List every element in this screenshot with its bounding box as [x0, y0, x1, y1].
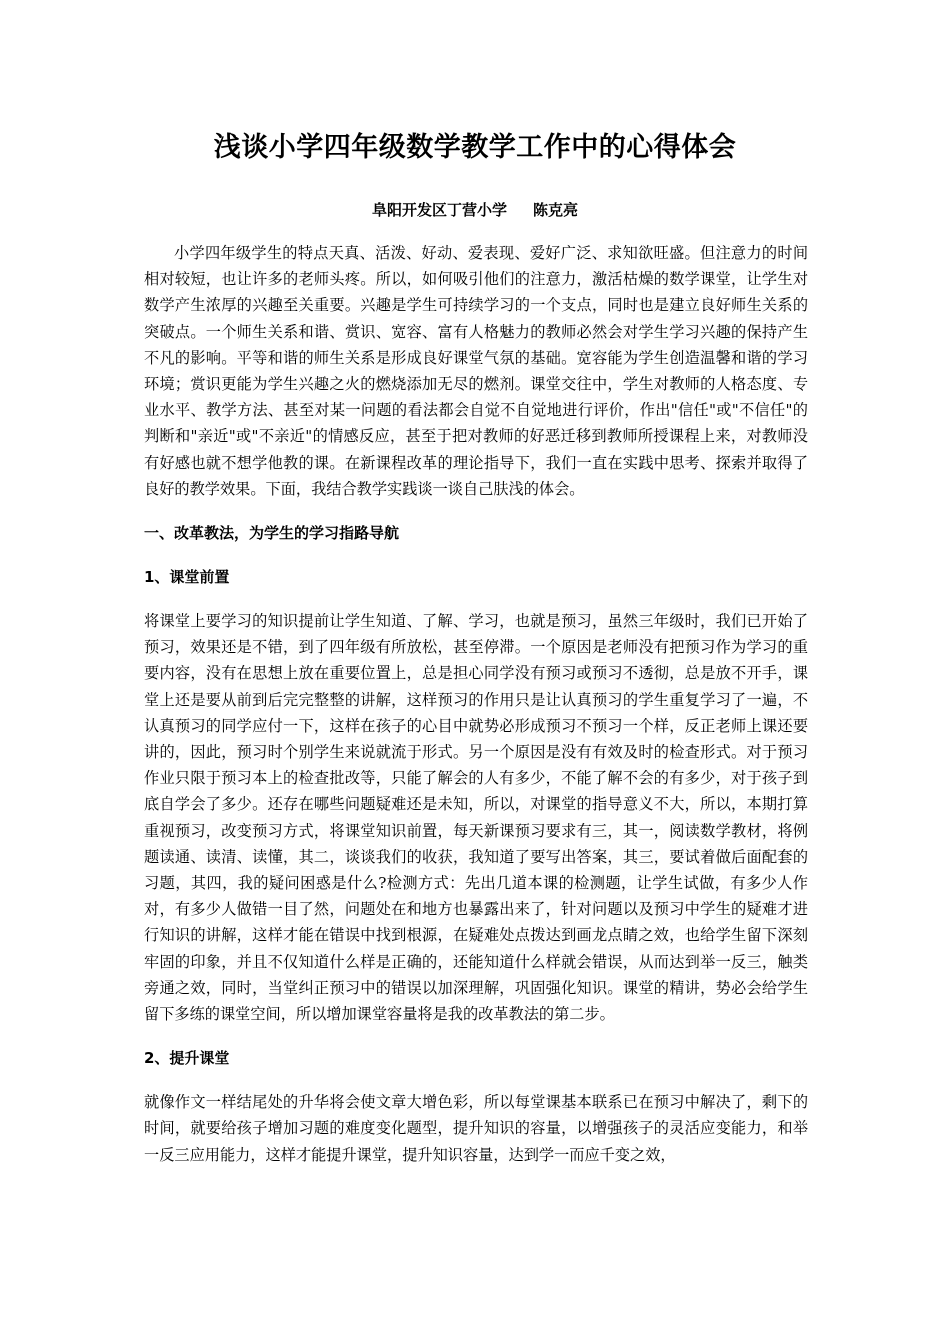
subsection-heading-2: 2、提升课堂	[144, 1049, 230, 1068]
subsection-1-paragraph: 将课堂上要学习的知识提前让学生知道、了解、学习，也就是预习，虽然三年级时，我们已开始了预习，效果还是不错，到了四年级有所放松，甚至停滞。一个原因是老师没有把预习作为学习的重要内容，没有在思想上放在重要位置上，总是担心同学没有预习或预习不透彻，总是放不开手，课堂上还是要从前到后完完整整的讲解，这样预习的作用只是让认真预习的学生重复学习了一遍，不认真预习的同学应付一下，这样在孩子的心目中就势必形成预习不预习一个样，反正老师上课还要讲的，因此，预习时个别学生来说就流于形式。另一个原因是没有有效及时的检查形式。对于预习作业只限于预习本上的检查批改等，只能了解会的人有多少，不能了解不会的有多少，对于孩子到底自学会了多少。还存在哪些问题疑难还是未知，所以，对课堂的指导意义不大，所以，本期打算重视预习，改变预习方式，将课堂知识前置，每天新课预习要求有三，其一，阅读数学教材，将例题读通、读清、读懂，其二，谈谈我们的收获，我知道了要写出答案，其三，要试着做后面配套的习题，其四，我的疑问困惑是什么?检测方式：先出几道本课的检测题，让学生试做，有多少人作对，有多少人做错一目了然，问题处在和地方也暴露出来了，针对问题以及预习中学生的疑难才进行知识的讲解，这样才能在错误中找到根源，在疑难处点拨达到画龙点睛之效，也给学生留下深刻牢固的印象，并且不仅知道什么样是正确的，还能知道什么样就会错误，从而达到举一反三，触类旁通之效，同时，当堂纠正预习中的错误以加深理解，巩固强化知识。课堂的精讲，势必会给学生留下多练的课堂空间，所以增加课堂容量将是我的改革教法的第二步。	[144, 612, 808, 1024]
document-body	[144, 240, 808, 1168]
section-heading-1: 一、改革教法，为学生的学习指路导航	[144, 524, 400, 543]
author-name: 陈克亮	[533, 201, 579, 219]
byline	[0, 198, 950, 222]
subsection-heading-1: 1、课堂前置	[144, 568, 230, 587]
document-title: 浅谈小学四年级数学教学工作中的心得体会	[213, 132, 737, 163]
intro-paragraph: 小学四年级学生的特点天真、活泼、好动、爱表现、爱好广泛、求知欲旺盛。但注意力的时间相对较短，也让许多的老师头疼。所以，如何吸引他们的注意力，激活枯燥的数学课堂，让学生对数学产生浓厚的兴趣至关重要。兴趣是学生可持续学习的一个支点，同时也是建立良好师生关系的突破点。一个师生关系和谐、赏识、宽容、富有人格魅力的教师必然会对学生学习兴趣的保持产生不凡的影响。平等和谐的师生关系是形成良好课堂气氛的基础。宽容能为学生创造温馨和谐的学习环境；赏识更能为学生兴趣之火的燃烧添加无尽的燃剂。课堂交往中，学生对教师的人格态度、专业水平、教学方法、甚至对某一问题的看法都会自觉不自觉地进行评价，作出"信任"或"不信任"的判断和"亲近"或"不亲近"的情感反应，甚至于把对教师的好恶迁移到教师所授课程上来，对教师没有好感也就不想学他教的课。在新课程改革的理论指导下，我们一直在实践中思考、探索并取得了良好的教学效果。下面，我结合教学实践谈一谈自己肤浅的体会。	[144, 244, 808, 498]
subsection-2-paragraph: 就像作文一样结尾处的升华将会使文章大增色彩，所以每堂课基本联系已在预习中解决了，剩下的时间，就要给孩子增加习题的难度变化题型，提升知识的容量，以增强孩子的灵活应变能力，和举一反三应用能力，这样才能提升课堂，提升知识容量，达到学一而应千变之效，	[144, 1093, 808, 1164]
school-name: 阜阳开发区丁营小学	[371, 201, 507, 219]
